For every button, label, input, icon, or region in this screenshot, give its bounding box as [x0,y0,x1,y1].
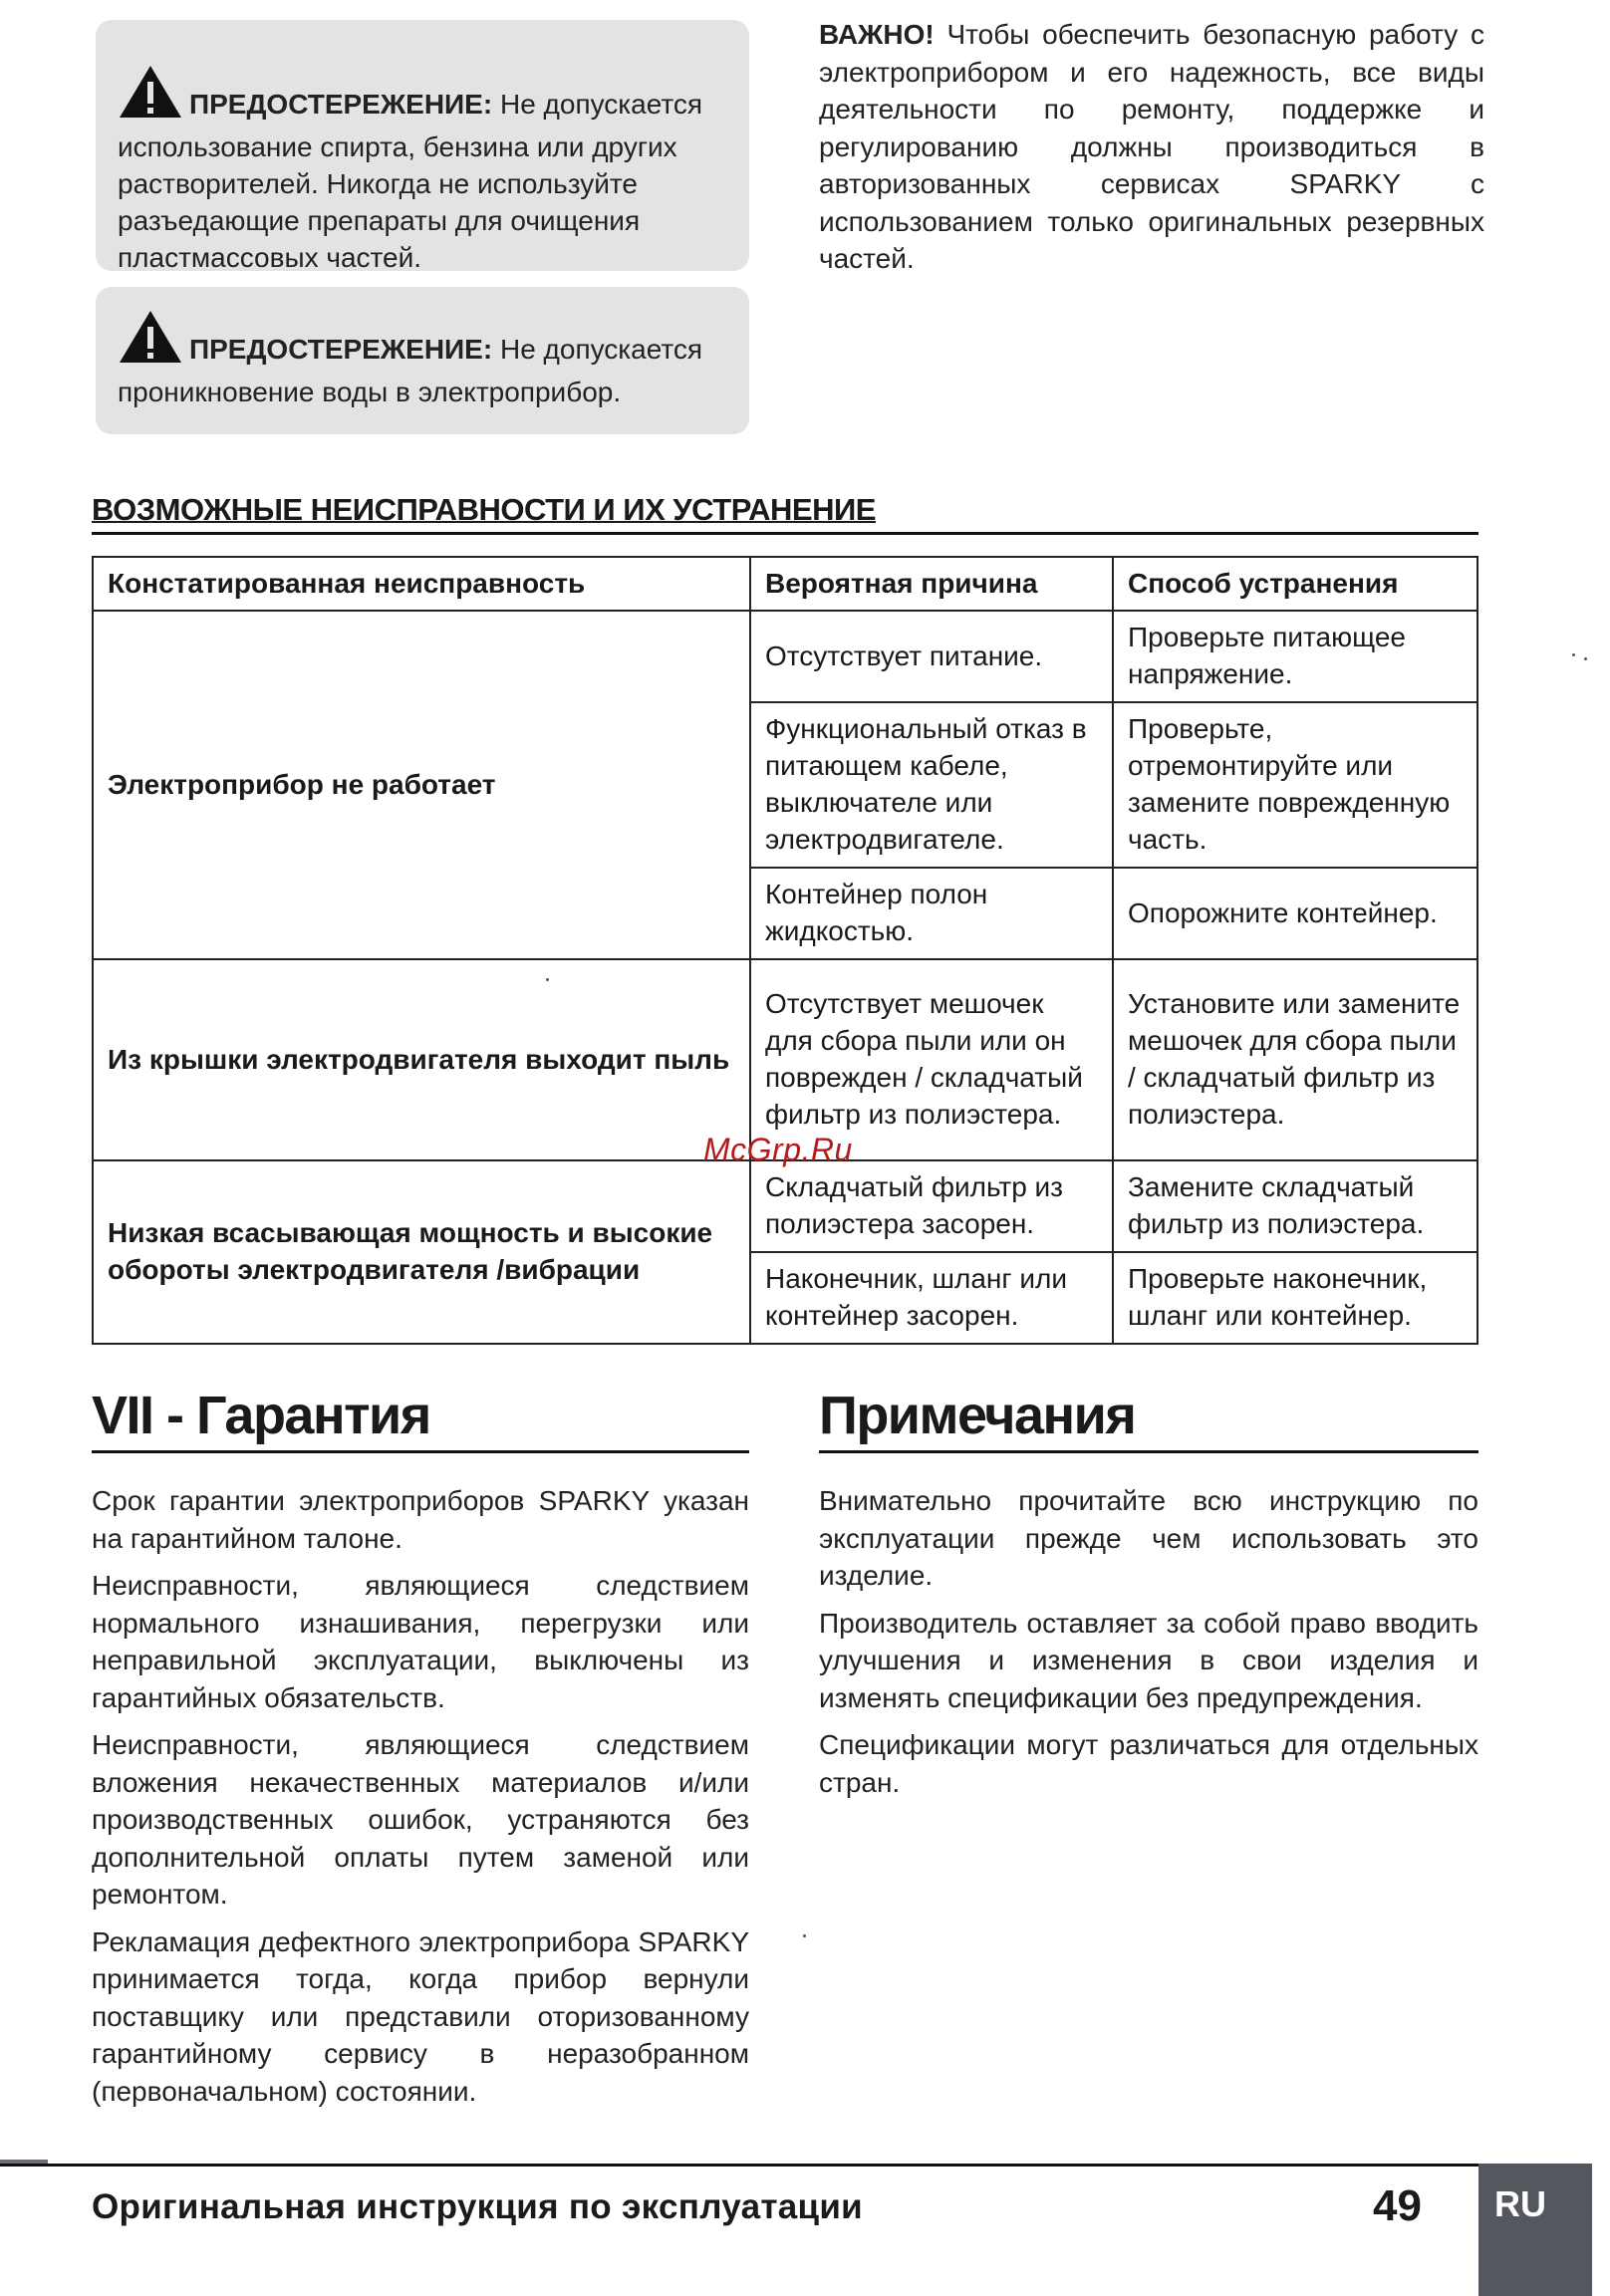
footer-rule [0,2164,1480,2167]
remedy-cell: Проверьте наконечник, шланг или контейнер. [1113,1252,1477,1344]
watermark-text: McGrp.Ru [703,1132,853,1167]
column-header-problem: Констатированная неисправность [93,557,750,611]
notes-heading: Примечания [819,1385,1478,1453]
warning-text: Не допускается проникновение воды в электроприбор. [118,334,703,407]
column-header-remedy: Способ устранения [1113,557,1477,611]
warning-triangle-icon [118,309,183,374]
problem-cell: Электроприбор не работает [93,611,750,959]
warning-box-solvents [96,20,749,271]
page-number: 49 [1373,2181,1422,2230]
warning-title: ПРЕДОСТЕРЕЖЕНИЕ: [189,334,493,365]
scan-speck [1584,657,1587,660]
remedy-cell: Проверьте питающее напряжение. [1113,611,1477,702]
remedy-cell: Проверьте, отремонтируйте или замените поврежденную часть. [1113,702,1477,868]
warning-triangle-icon [118,64,183,128]
important-note [819,16,1484,278]
notes-body [819,1482,1478,1811]
remedy-cell: Опорожните контейнер. [1113,868,1477,959]
cause-cell: Контейнер полон жидкостью. [750,868,1113,959]
problem-cell: Низкая всасывающая мощность и высокие обороты электродвигателя /вибрации [93,1160,750,1344]
notes-paragraph: Спецификации могут различаться для отдельных стран. [819,1729,1478,1798]
scan-speck [803,1934,806,1937]
warranty-paragraph: Срок гарантии электроприборов SPARKY указан на гарантийном талоне. [92,1485,749,1554]
cause-cell: Отсутствует питание. [750,611,1113,702]
remedy-cell: Замените складчатый фильтр из полиэстера. [1113,1160,1477,1252]
table-row [93,959,1477,1160]
problem-cell: Из крышки электродвигателя выходит пыль [93,959,750,1160]
table-row [93,611,1477,702]
language-tab: RU [1478,2164,1592,2296]
cause-cell: Функциональный отказ в питающем кабеле, выключателе или электродвигателе. [750,702,1113,868]
cause-cell: Отсутствует мешочек для сбора пыли или он поврежден / складчатый фильтр из полиэстера. [750,959,1113,1160]
warranty-body [92,1482,749,2120]
warning-text: Не допускается использование спирта, бензина или других растворителей. Никогда не используйте разъедающие препараты для очищения пластмассовых частей. [118,89,703,273]
warranty-paragraph: Неисправности, являющиеся следствием вложения некачественных материалов и/или производственных ошибок, устраняются без дополнительной оплаты путем заменой или ремонтом. [92,1729,749,1910]
column-header-cause: Вероятная причина [750,557,1113,611]
warning-box-water [96,287,749,434]
footer-title: Оригинальная инструкция по эксплуатации [92,2187,863,2226]
troubleshooting-heading-text: ВОЗМОЖНЫЕ НЕИСПРАВНОСТИ И ИХ УСТРАНЕНИЕ [92,492,876,527]
cause-cell: Складчатый фильтр из полиэстера засорен. [750,1160,1113,1252]
cause-cell: Наконечник, шланг или контейнер засорен. [750,1252,1113,1344]
table-row [93,1160,1477,1252]
warranty-heading: VII - Гарантия [92,1385,749,1453]
table-header-row [93,557,1477,611]
warranty-paragraph: Неисправности, являющиеся следствием нормального изнашивания, перегрузки или неправильной эксплуатации, выключены из гарантийных обязательств. [92,1570,749,1713]
troubleshooting-table [92,556,1478,1345]
warranty-paragraph: Рекламация дефектного электроприбора SPARKY принимается тогда, когда прибор вернули поставщику или представили оторизованному гарантийному сервису в неразобранном (первоначальном) состоянии. [92,1925,749,2107]
notes-paragraph: Производитель оставляет за собой право вводить улучшения и изменения в свои изделия и изменять спецификации без предупреждения. [819,1607,1478,1713]
important-label: ВАЖНО! [819,19,935,50]
warning-title: ПРЕДОСТЕРЕЖЕНИЕ: [189,89,493,120]
scan-speck [546,978,549,981]
scan-speck [1572,653,1575,656]
remedy-cell: Установите или замените мешочек для сбора пыли / складчатый фильтр из полиэстера. [1113,959,1477,1160]
important-text: Чтобы обеспечить безопасную работу с электроприбором и его надежность, все виды деятельности по ремонту, поддержке и регулированию должны производиться в авторизованных сервисах SPARKY с использованием только оригинальных резервных частей. [819,19,1485,274]
troubleshooting-heading [92,492,1478,535]
notes-paragraph: Внимательно прочитайте всю инструкцию по эксплуатации прежде чем использовать это изделие. [819,1485,1478,1591]
